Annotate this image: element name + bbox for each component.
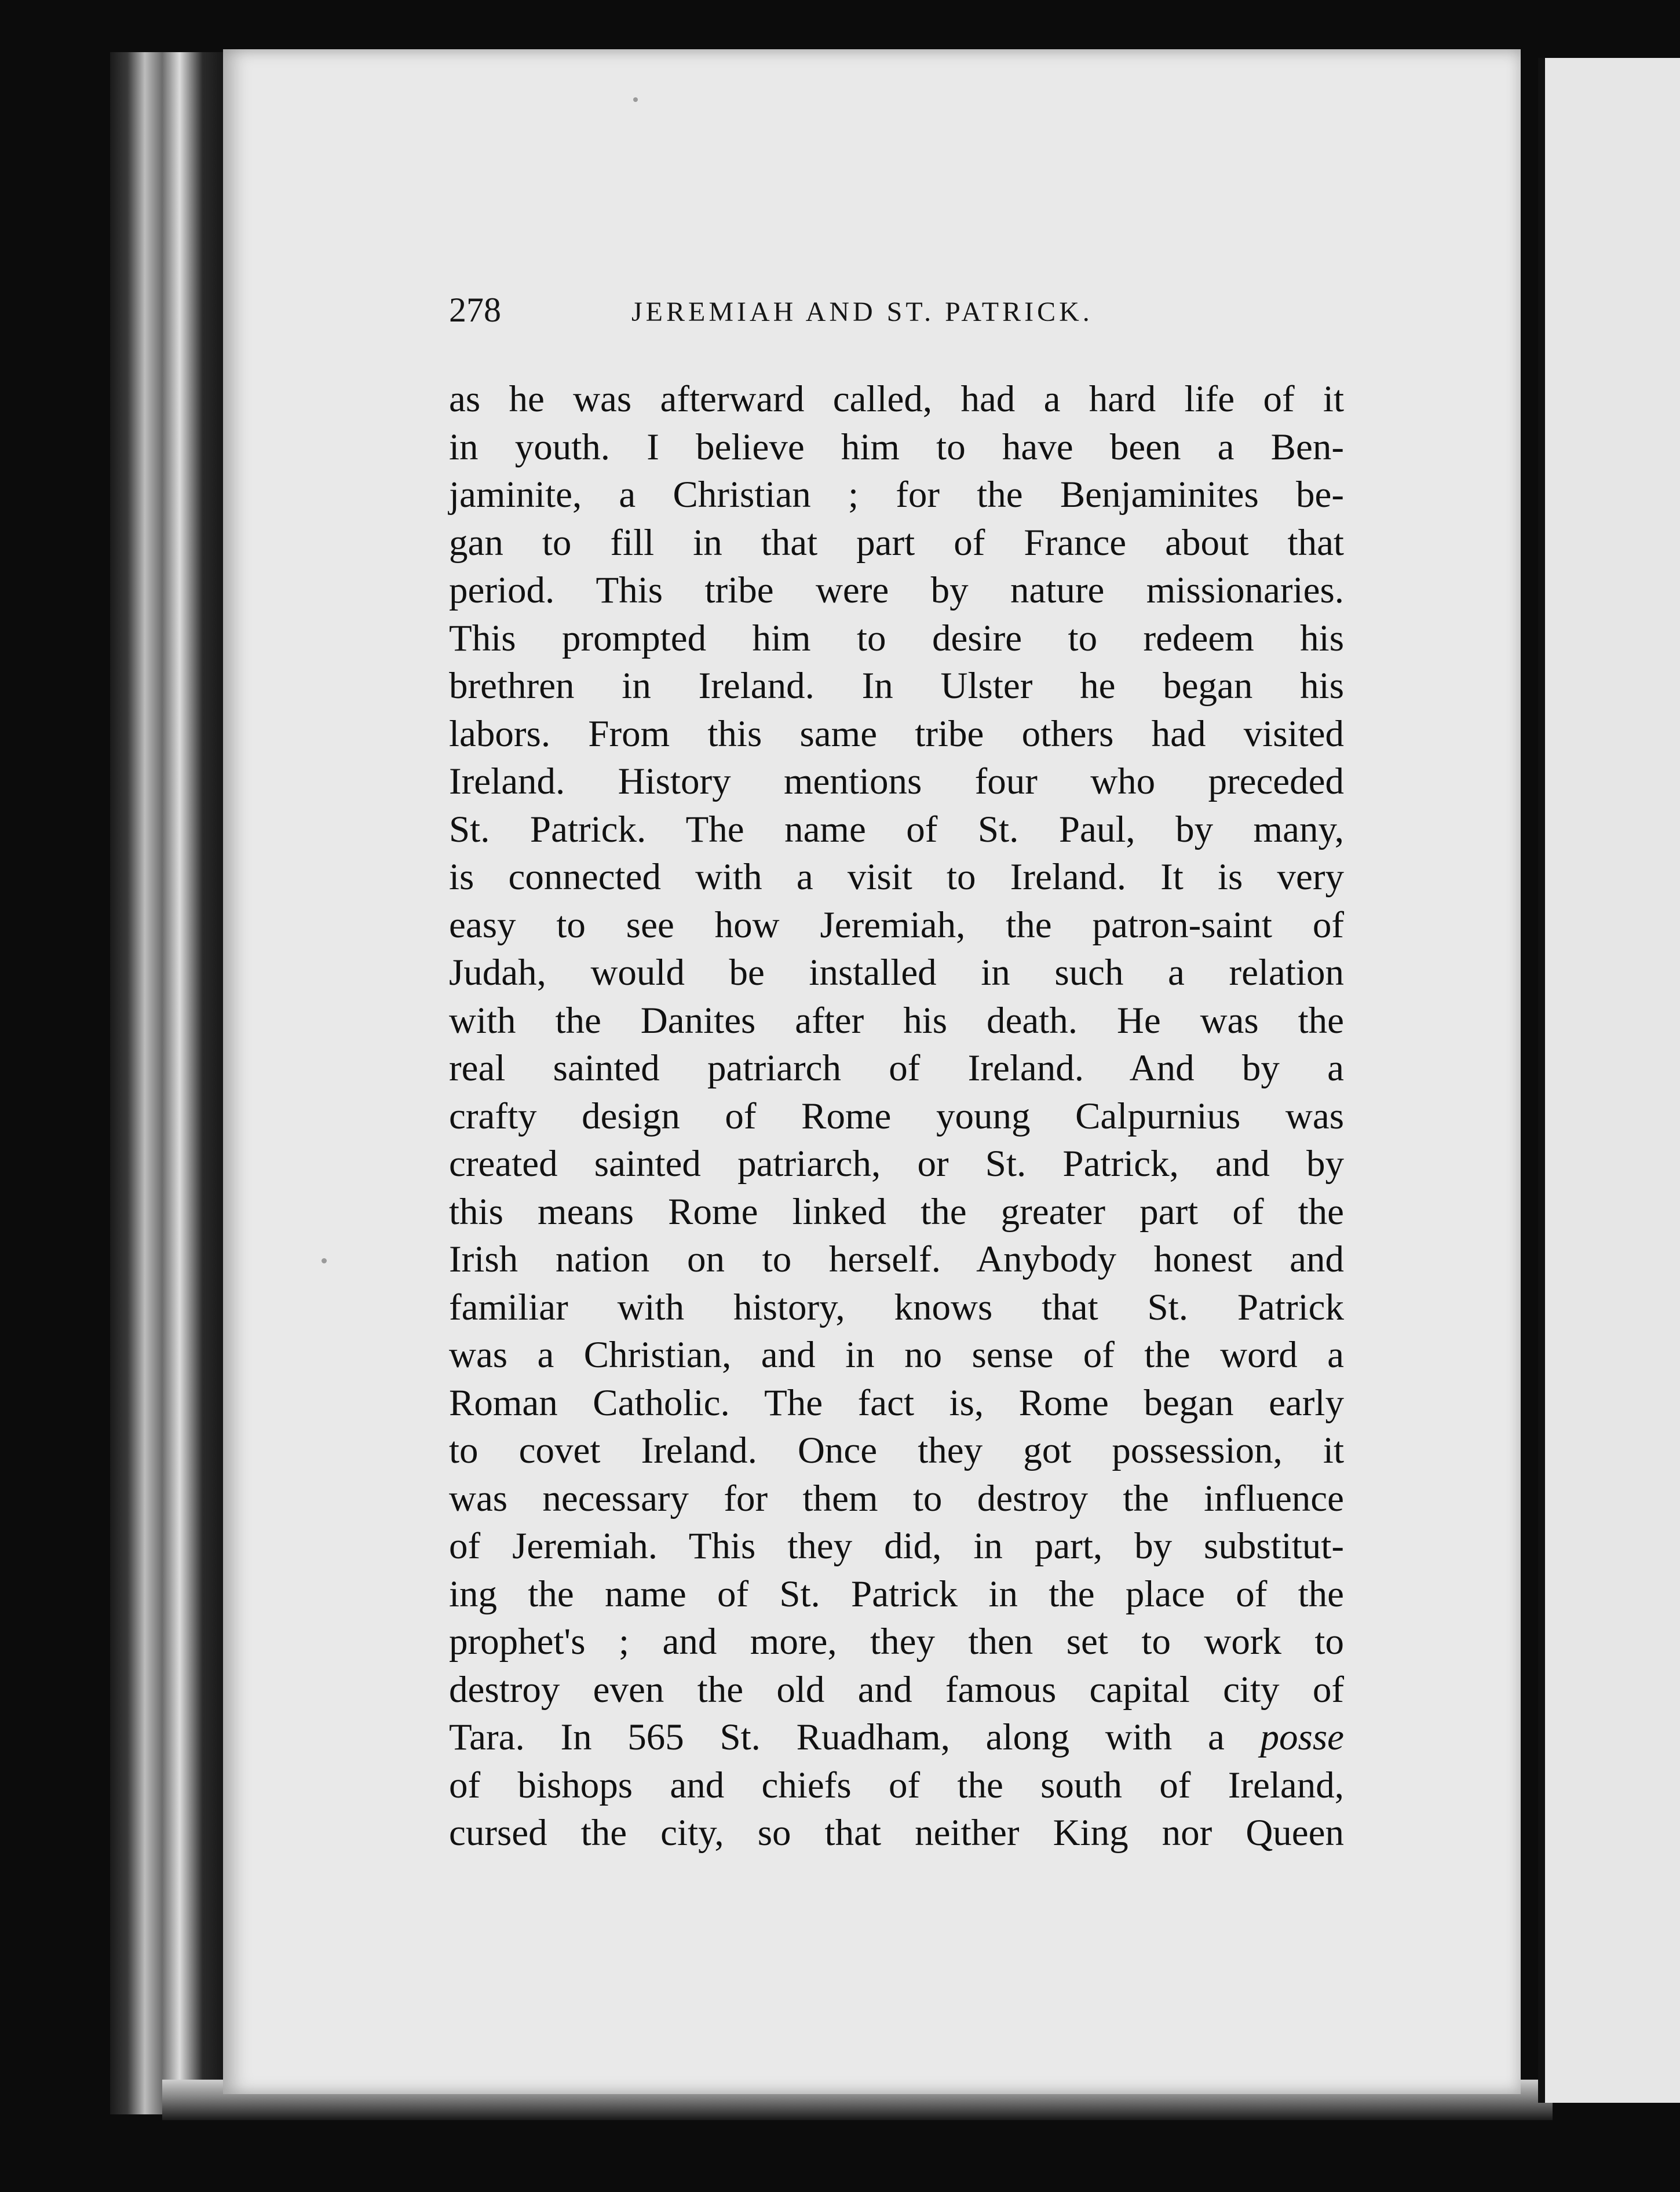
text-line: destroy even the old and famous capital city of xyxy=(449,1668,1344,1711)
text-line: of Jeremiah. This they did, in part, by substitut- xyxy=(449,1525,1344,1567)
body-text xyxy=(449,375,1344,1857)
text-line: Irish nation on to herself. Anybody honest and xyxy=(449,1239,1344,1280)
text-line: Roman Catholic. The fact is, Rome began early xyxy=(449,1382,1344,1424)
running-head xyxy=(449,290,1353,330)
book-spine-edge xyxy=(110,52,226,2114)
text-line: cursed the city, so that neither King nor Queen xyxy=(449,1812,1344,1854)
page-number: 278 xyxy=(449,291,501,329)
running-title: JEREMIAH AND ST. PATRICK. xyxy=(631,297,1093,327)
text-line: Ireland. History mentions four who preceded xyxy=(449,761,1344,802)
text-line: labors. From this same tribe others had visited xyxy=(449,713,1344,755)
text-line: familiar with history, knows that St. Patrick xyxy=(449,1286,1344,1328)
facing-page-edge xyxy=(1538,58,1680,2103)
text-line: as he was afterward called, had a hard life of it xyxy=(449,378,1344,420)
text-line: crafty design of Rome young Calpurnius was xyxy=(449,1095,1344,1137)
text-segment: Tara. In 565 St. Ruadham, along with a xyxy=(449,1716,1261,1758)
italic-word: posse xyxy=(1260,1716,1344,1758)
text-line: easy to see how Jeremiah, the patron-saint of xyxy=(449,904,1344,946)
text-line: this means Rome linked the greater part of the xyxy=(449,1190,1344,1233)
text-line: gan to fill in that part of France about that xyxy=(449,521,1344,564)
text-line: jaminite, a Christian ; for the Benjaminites be- xyxy=(449,474,1344,516)
text-line: This prompted him to desire to redeem his xyxy=(449,617,1344,659)
text-line: is connected with a visit to Ireland. It is very xyxy=(449,856,1344,898)
text-line: in youth. I believe him to have been a Ben- xyxy=(449,426,1344,468)
text-line: of bishops and chiefs of the south of Ireland, xyxy=(449,1764,1344,1806)
text-line xyxy=(449,1714,1344,1762)
text-line: period. This tribe were by nature missionaries. xyxy=(449,569,1344,611)
page-speck xyxy=(633,97,638,102)
text-line: St. Patrick. The name of St. Paul, by many, xyxy=(449,808,1344,850)
text-line: was a Christian, and in no sense of the word a xyxy=(449,1334,1344,1376)
text-line: created sainted patriarch, or St. Patrick, and by xyxy=(449,1143,1344,1185)
text-line: with the Danites after his death. He was the xyxy=(449,999,1344,1042)
page-speck xyxy=(322,1258,327,1263)
text-line: brethren in Ireland. In Ulster he began his xyxy=(449,665,1344,707)
text-line: prophet's ; and more, they then set to work to xyxy=(449,1621,1344,1663)
text-line: Judah, would be installed in such a relation xyxy=(449,952,1344,993)
text-line: real sainted patriarch of Ireland. And by a xyxy=(449,1047,1344,1089)
text-line: ing the name of St. Patrick in the place of the xyxy=(449,1573,1344,1615)
text-line: was necessary for them to destroy the influence xyxy=(449,1477,1344,1519)
text-line: to covet Ireland. Once they got possession, it xyxy=(449,1430,1344,1471)
